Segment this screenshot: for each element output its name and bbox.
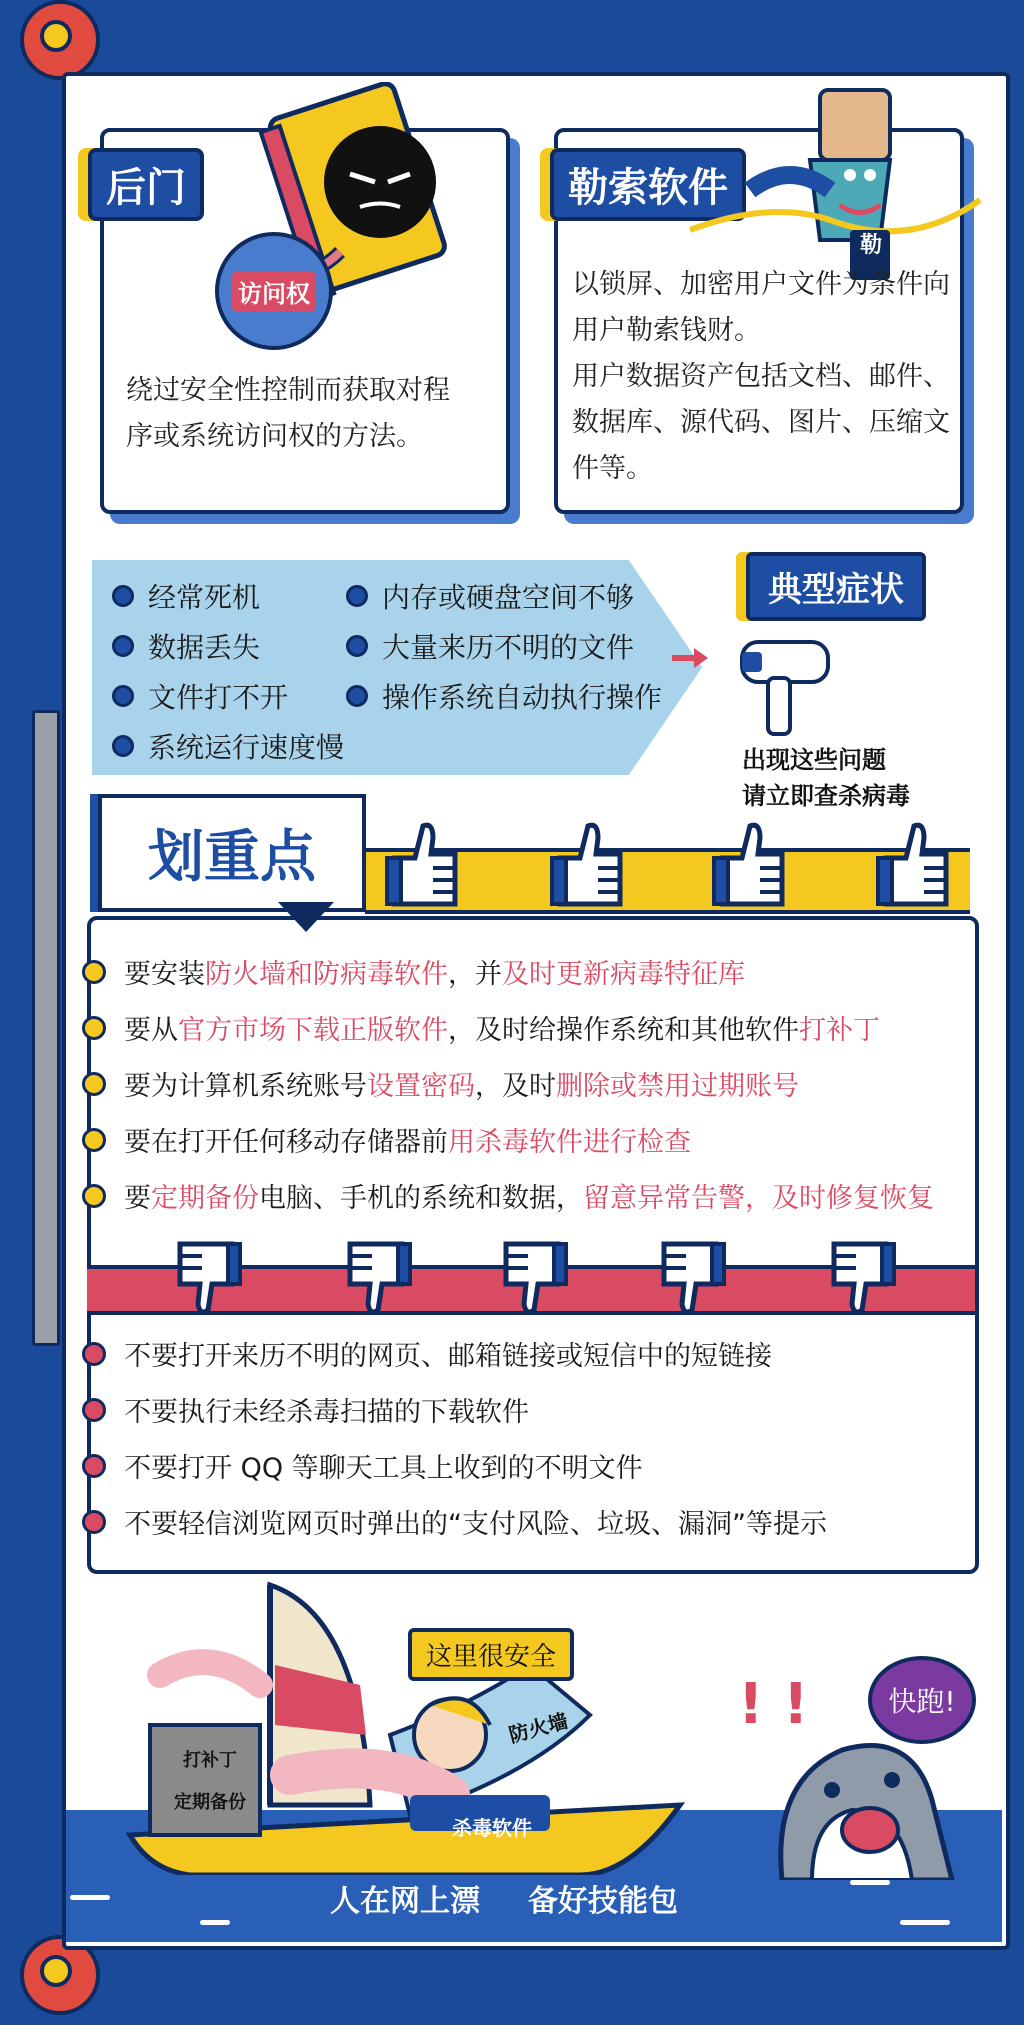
plain-text: ，及时给操作系统和其他软件 — [448, 1015, 799, 1046]
plain-text: 要为计算机系统账号 — [124, 1071, 367, 1102]
do-item — [82, 1008, 880, 1047]
symptom-item: 文件打不开 — [112, 676, 288, 716]
access-badge — [215, 232, 333, 350]
plain-text: 要 — [124, 1183, 151, 1214]
wave-line — [70, 1895, 110, 1900]
bullet-dot — [82, 1072, 106, 1096]
dont-item: 不要打开来历不明的网页、邮箱链接或短信中的短链接 — [82, 1334, 772, 1373]
bullet-dot — [112, 585, 134, 607]
symptom-item: 内存或硬盘空间不够 — [346, 576, 634, 616]
thumbs-down-icon — [172, 1240, 242, 1320]
bullet-dot — [82, 1184, 106, 1208]
ransomware-badge: 勒 — [860, 233, 883, 258]
scrollbar[interactable] — [32, 710, 60, 1346]
bullet-dot — [82, 1016, 106, 1040]
symptoms-note: 出现这些问题 请立即查杀病毒 — [742, 746, 910, 810]
boat-scene-illustration — [110, 1575, 690, 1875]
firewall-label: 防火墙 — [506, 1708, 571, 1748]
bullet-dot — [82, 960, 106, 984]
do-item — [82, 1064, 799, 1103]
highlight-text: 及时更新病毒特征库 — [502, 959, 745, 990]
run-bubble — [868, 1656, 976, 1744]
do-item — [82, 952, 745, 991]
callout-pointer — [278, 902, 334, 932]
bullet-dot — [346, 635, 368, 657]
wave-line — [200, 1920, 230, 1925]
run-bubble-text: 快跑! — [888, 1685, 956, 1718]
symptom-item: 经常死机 — [112, 576, 260, 616]
highlight-text: 用杀毒软件进行检查 — [448, 1127, 691, 1158]
symptom-item: 大量来历不明的文件 — [346, 626, 634, 666]
slogan-right: 备好技能包 — [528, 1884, 678, 1919]
highlight-text: 定期备份 — [151, 1183, 259, 1214]
highlight-text: 打补丁 — [799, 1015, 880, 1046]
symptom-item: 操作系统自动执行操作 — [346, 676, 662, 716]
plain-text: 要在打开任何移动存储器前 — [124, 1127, 448, 1158]
symptom-item: 数据丢失 — [112, 626, 260, 666]
highlight-text: 留意异常告警，及时修复恢复 — [583, 1183, 934, 1214]
ransomware-title: 勒索软件 — [550, 148, 746, 221]
safe-bubble: 这里很安全 — [408, 1628, 574, 1681]
exclaim-marks: ! ! — [738, 1672, 809, 1737]
plain-text: ，并 — [448, 959, 502, 990]
highlight-text: 删除或禁用过期账号 — [556, 1071, 799, 1102]
highlight-text: 设置密码 — [367, 1071, 475, 1102]
thermometer-icon — [672, 628, 842, 738]
symptom-item: 系统运行速度慢 — [112, 726, 344, 766]
slogan-left: 人在网上漂 — [330, 1884, 480, 1919]
bullet-dot — [346, 685, 368, 707]
bullet-dot — [112, 735, 134, 757]
bullet-dot — [112, 635, 134, 657]
key-points-title: 划重点 — [148, 825, 316, 890]
do-item — [82, 1120, 691, 1159]
highlight-text: 防火墙和防病毒软件 — [205, 959, 448, 990]
frame-corner-dot-top — [20, 0, 100, 80]
plain-text: 要从 — [124, 1015, 178, 1046]
bullet-dot — [82, 1342, 106, 1366]
symptoms-title: 典型症状 — [746, 552, 926, 621]
thumbs-up-icon — [712, 818, 790, 908]
wave-line — [900, 1920, 950, 1925]
thumbs-down-icon — [656, 1240, 726, 1320]
antivirus-label: 杀毒软件 — [452, 1816, 532, 1840]
do-item — [82, 1176, 934, 1215]
backdoor-title: 后门 — [88, 148, 204, 221]
bullet-dot — [346, 585, 368, 607]
bullet-dot — [82, 1510, 106, 1534]
thumbs-down-icon — [498, 1240, 568, 1320]
wave-line — [850, 1880, 890, 1885]
key-points-title-box — [98, 794, 366, 912]
plain-text: ，及时 — [475, 1071, 556, 1102]
bullet-dot — [82, 1398, 106, 1422]
ransomware-illustration — [690, 80, 990, 280]
thumbs-down-icon — [826, 1240, 896, 1320]
shark-illustration — [752, 1720, 962, 1880]
bullet-dot — [82, 1128, 106, 1152]
sign-text: 打补丁 定期备份 — [174, 1750, 246, 1813]
plain-text: 要安装 — [124, 959, 205, 990]
access-badge-label: 访问权 — [232, 272, 316, 311]
backdoor-description: 绕过安全性控制而获取对程 序或系统访问权的方法。 — [126, 375, 450, 452]
thumbs-up-icon — [876, 818, 954, 908]
bullet-dot — [112, 685, 134, 707]
ransomware-description: 以锁屏、加密用户文件为条件向 用户勒索钱财。 用户数据资产包括文档、邮件、 数据库、源代码、图片、压缩文 件等。 — [572, 269, 950, 484]
slogan — [330, 1876, 678, 1920]
thumbs-down-icon — [342, 1240, 412, 1320]
bullet-dot — [82, 1454, 106, 1478]
highlight-text: 官方市场下载正版软件 — [178, 1015, 448, 1046]
thumbs-up-icon — [550, 818, 628, 908]
dont-item: 不要执行未经杀毒扫描的下载软件 — [82, 1390, 529, 1429]
plain-text: 电脑、手机的系统和数据， — [259, 1183, 583, 1214]
thumbs-up-icon — [385, 818, 463, 908]
dont-item: 不要打开 QQ 等聊天工具上收到的不明文件 — [82, 1446, 643, 1485]
dont-item: 不要轻信浏览网页时弹出的“支付风险、垃圾、漏洞”等提示 — [82, 1502, 827, 1541]
